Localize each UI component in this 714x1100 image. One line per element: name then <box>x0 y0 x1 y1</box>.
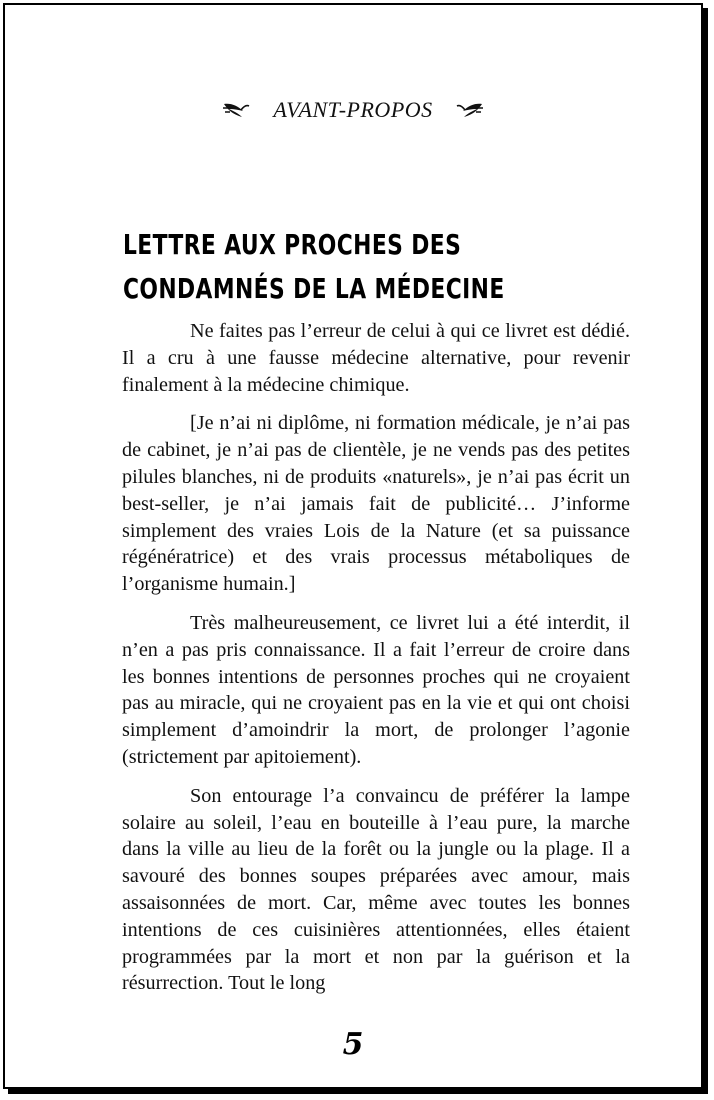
paragraph: Son entourage l’a convaincu de préférer la lampe solaire au soleil, l’eau en bouteille à l’eau pure, la marche dans la ville au lieu de la forêt ou la jungle ou la plage. Il a savouré des bonnes soupes préparées avec amour, mais assaisonnées de mort. Car, même avec toutes les bonnes intentions de ces cuisinières attentionnées, elles étaient programmées par la mort et non par la guérison et la résurrection. Tout le long <box>122 784 630 995</box>
running-title: AVANT-PROPOS <box>273 97 433 122</box>
paragraph: [Je n’ai ni diplôme, ni formation médicale, je n’ai pas de cabinet, je n’ai pas de clientèle, je ne vends pas des petites pilules blanches, ni de produits «naturels», je n’ai pas écrit un best-seller, je n’ai jamais fait de publicité… J’informe simplement des vraies Lois de la Nature (et sa puissance régénératrice) et des vrais processus métaboliques de l’organisme humain.] <box>122 412 630 596</box>
paragraph: Très malheureusement, ce livret lui a été interdit, il n’en a pas pris connaissance. Il a fait l’erreur de croire dans les bonnes intentions de personnes proches qui ne croyaient pas au miracle, qui ne croyaient pas en la vie et qui ont choisi simplement d’amoindrir la mort, de prolonger l’agonie (strictement par apitoiement). <box>122 611 630 768</box>
page <box>3 3 703 1089</box>
body-text <box>122 318 630 1009</box>
page-number: 5 <box>342 1027 364 1062</box>
chapter-title: LETTRE AUX PROCHES DES CONDAMNÉS DE LA MÉDECINE <box>123 228 505 305</box>
paragraph: Ne faites pas l’erreur de celui à qui ce livret est dédié. Il a cru à une fausse médecine alternative, pour revenir finalement à la médecine chimique. <box>122 320 630 396</box>
running-header <box>5 97 701 123</box>
leaf-ornament-icon <box>221 100 251 120</box>
leaf-ornament-icon <box>455 100 485 120</box>
